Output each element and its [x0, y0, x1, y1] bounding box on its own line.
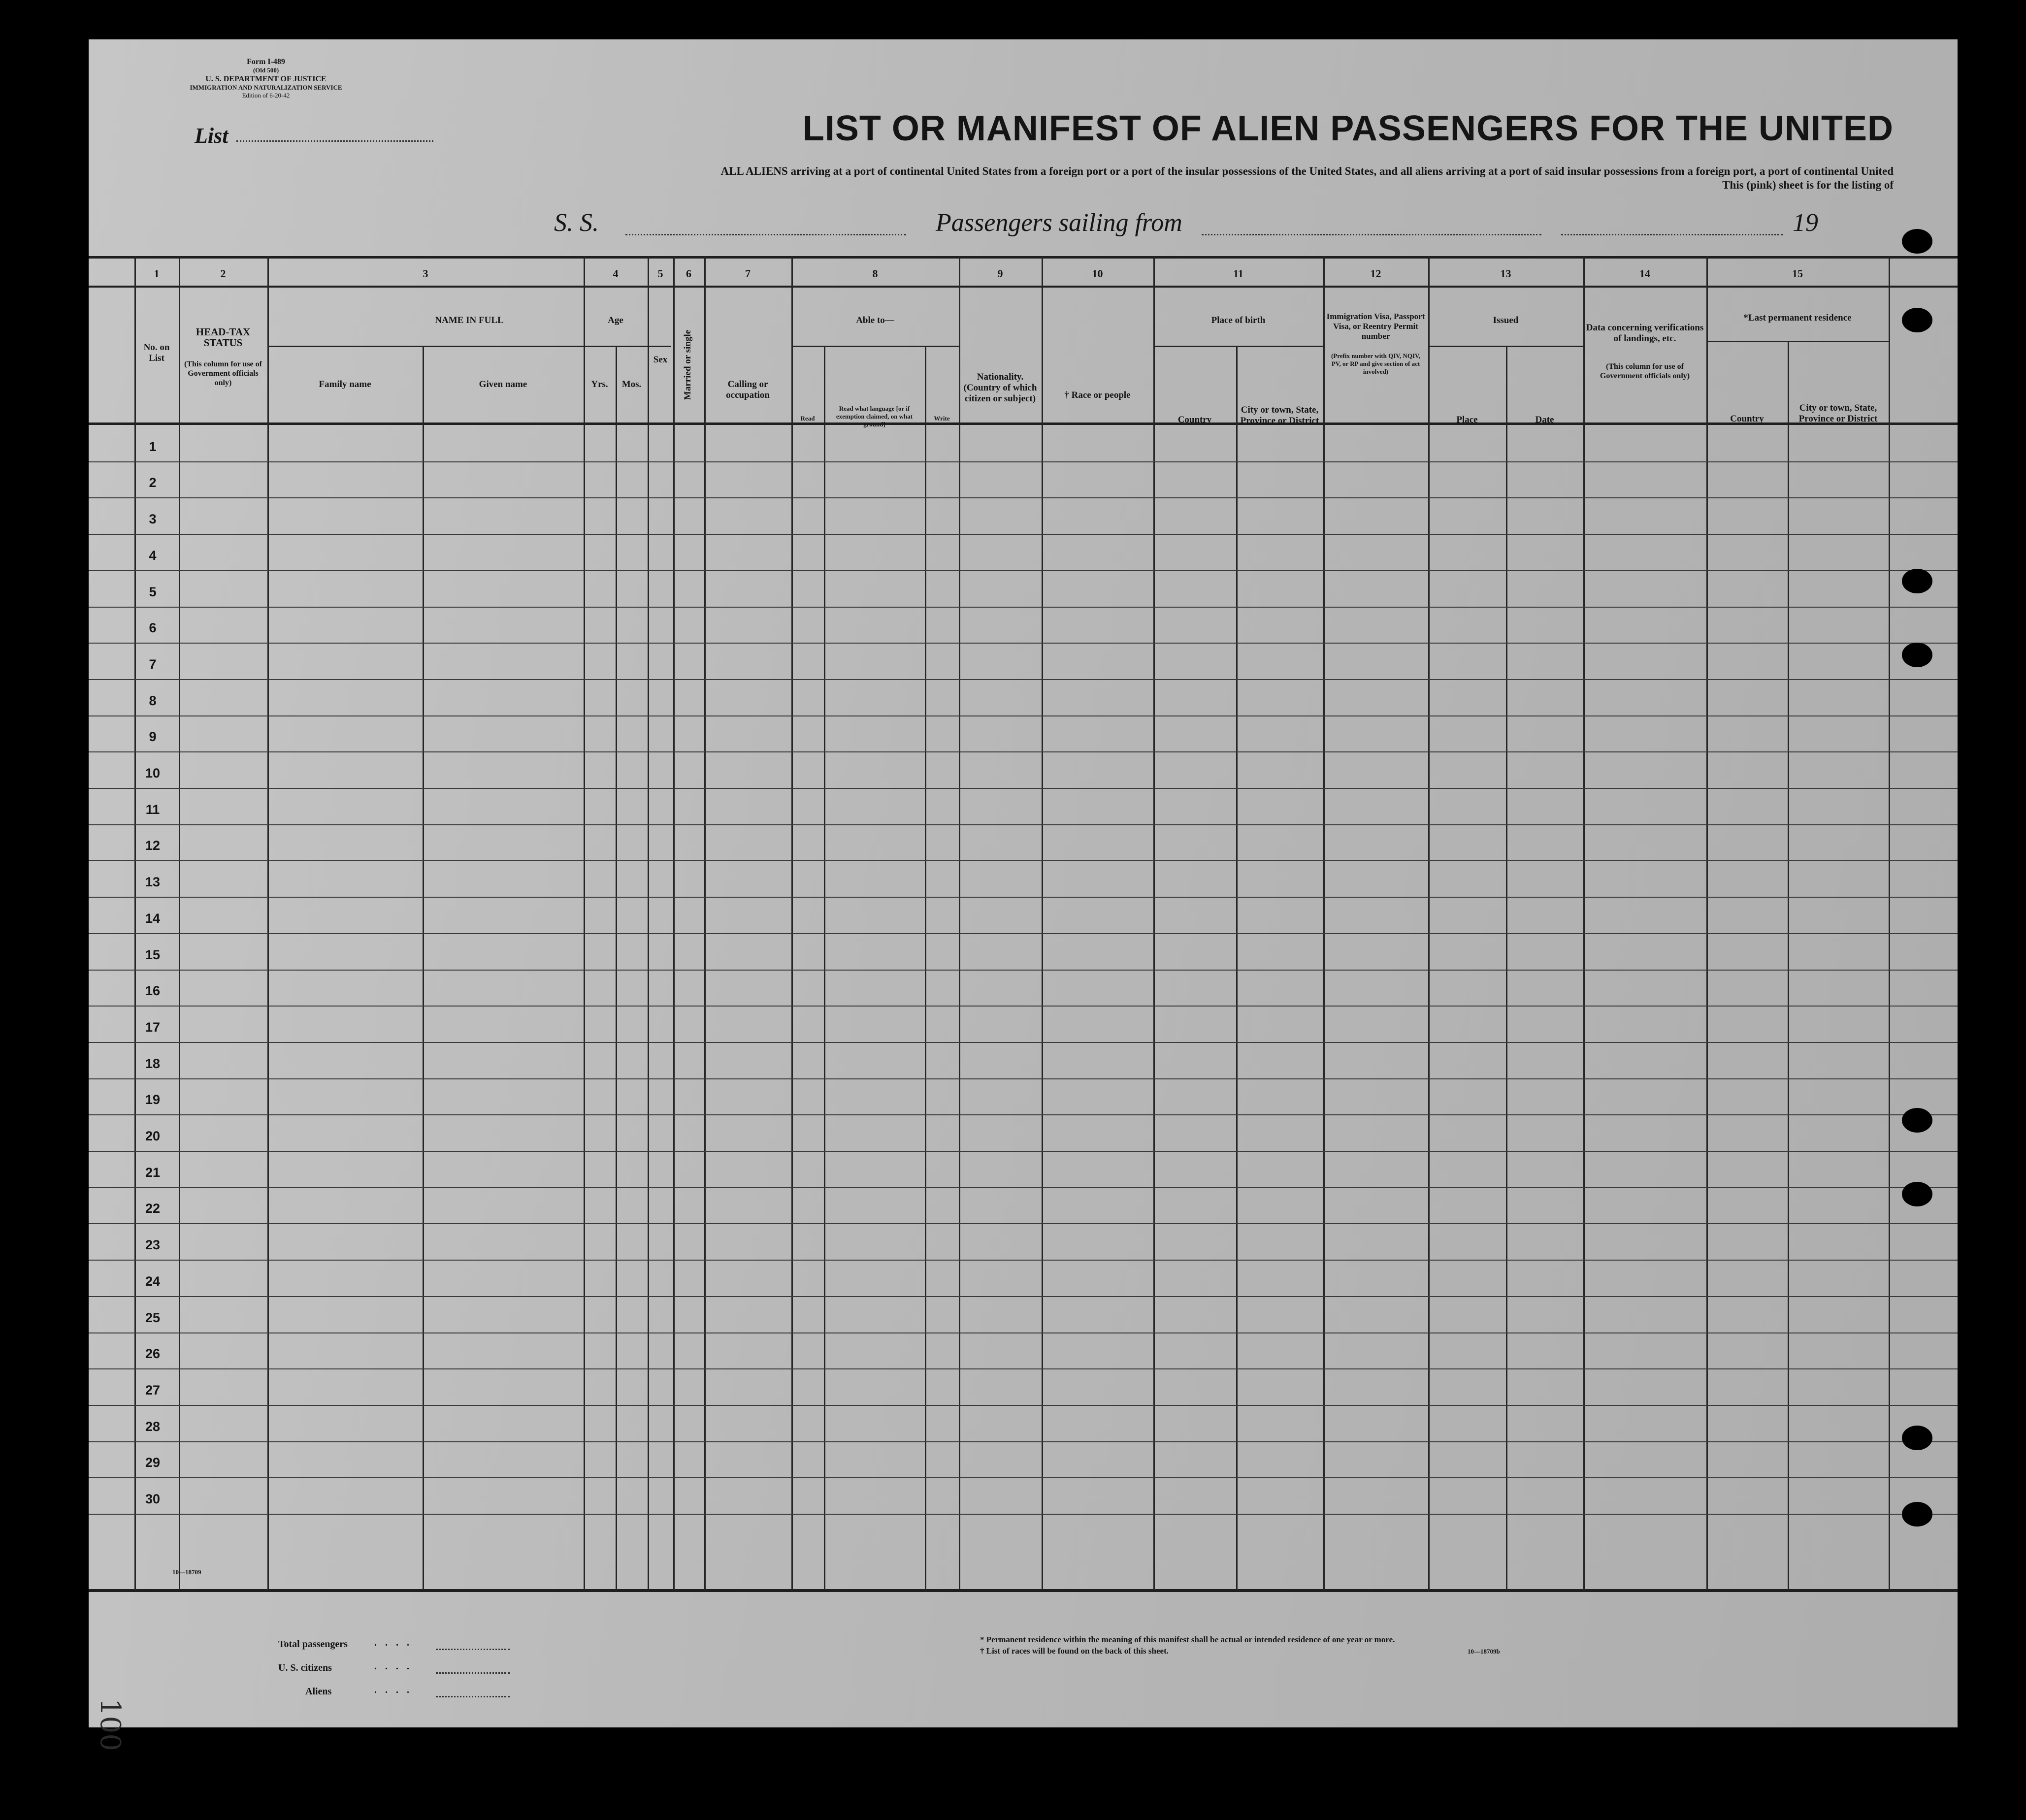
header-head-tax: HEAD-TAX STATUS: [196, 326, 251, 349]
row-number: 25: [145, 1310, 161, 1325]
row-rule: [89, 643, 1958, 644]
header-bottom-rule: [89, 422, 1958, 425]
header-last-residence: *Last permanent residence: [1743, 313, 1852, 323]
row-number: 2: [149, 475, 157, 490]
residence-subheader-rule: [1706, 341, 1889, 342]
colnum-2: 2: [220, 267, 226, 280]
header-visa-note: (Prefix number with QIV, NQIV, PV, or RP and give section of act involved): [1331, 352, 1421, 375]
year-prefix: 19: [1793, 209, 1818, 237]
col-line-19: [1583, 256, 1585, 1591]
row-rule: [89, 607, 1958, 608]
total-passengers-label: Total passengers: [278, 1639, 348, 1650]
birth-subheader-rule: [1153, 346, 1323, 347]
table-bottom-rule: [89, 1589, 1958, 1592]
row-number: 30: [145, 1492, 161, 1506]
header-birth-city: City or town, State, Province or District: [1240, 405, 1319, 426]
row-number: 4: [149, 548, 157, 563]
row-rule: [89, 1477, 1958, 1478]
punch-hole: [1902, 1502, 1932, 1527]
footnote-permanent-residence: * Permanent residence within the meaning of this manifest shall be actual or intended residence of one year or more.: [980, 1635, 1395, 1644]
header-given-name: Given name: [479, 379, 527, 390]
header-age-yrs: Yrs.: [591, 379, 608, 390]
col-line-15: [1236, 346, 1238, 1591]
col-line-12: [959, 256, 960, 1591]
colnum-9: 9: [997, 267, 1003, 280]
service-name: IMMIGRATION AND NATURALIZATION SERVICE: [190, 84, 342, 91]
row-number: 22: [145, 1201, 161, 1216]
row-rule: [89, 1223, 1958, 1224]
row-rule: [89, 788, 1958, 789]
col-line-17: [1428, 256, 1430, 1591]
col-line-9: [791, 256, 793, 1591]
col-line-7: [673, 256, 675, 1591]
row-number: 17: [145, 1020, 161, 1035]
aliens-leader: . . . .: [374, 1685, 412, 1695]
col-line-1: [179, 256, 180, 1591]
table-top-rule: [89, 256, 1958, 259]
row-number: 10: [145, 766, 161, 780]
row-rule: [89, 860, 1958, 861]
footnote-races: † List of races will be found on the back of this sheet.: [980, 1646, 1169, 1656]
header-age-mos: Mos.: [621, 379, 642, 390]
row-rule: [89, 534, 1958, 535]
col-line-11: [925, 346, 926, 1591]
colnum-6: 6: [686, 267, 691, 280]
page-title: LIST OR MANIFEST OF ALIEN PASSENGERS FOR THE UNITED: [802, 109, 1894, 148]
header-read: Read: [800, 415, 815, 422]
col-line-21: [1788, 341, 1789, 1591]
row-number: 6: [149, 620, 157, 635]
col-line-22: [1889, 256, 1890, 1591]
total-passengers-leader: . . . .: [374, 1637, 412, 1648]
row-number: 9: [149, 729, 157, 744]
header-calling: Calling or occupation: [726, 379, 770, 400]
row-rule: [89, 1042, 1958, 1043]
header-race: † Race or people: [1064, 390, 1131, 400]
colnum-15: 15: [1792, 267, 1803, 280]
col-line-6: [648, 256, 649, 1591]
row-rule: [89, 679, 1958, 680]
print-code: 10—18709: [172, 1568, 201, 1576]
col-line-2: [267, 256, 269, 1591]
header-residence-country: Country: [1730, 414, 1764, 424]
form-block: [167, 57, 364, 99]
header-residence-city: City or town, State, Province or District: [1798, 403, 1878, 424]
us-citizens-label: U. S. citizens: [278, 1662, 332, 1673]
manifest-sheet: [89, 39, 1958, 1751]
header-birth-country: Country: [1177, 415, 1212, 425]
header-age: Age: [608, 315, 623, 325]
ss-field[interactable]: [625, 234, 906, 235]
subtitle-line-1: ALL ALIENS arriving at a port of continental United States from a foreign port or a port of the insular possessions of the United States, and all aliens arriving at a port of said insular possessions from a foreign port, a port of continental United: [720, 165, 1894, 177]
header-no-on-list: No. on List: [143, 342, 170, 363]
row-rule: [89, 1260, 1958, 1261]
colnum-5: 5: [657, 267, 663, 280]
row-number: 21: [145, 1165, 161, 1180]
punch-hole: [1902, 229, 1932, 254]
aliens-label: Aliens: [305, 1686, 332, 1697]
sailing-date-field[interactable]: [1561, 234, 1783, 235]
col-line-10: [824, 346, 825, 1591]
col-line-8: [704, 256, 706, 1591]
row-rule: [89, 970, 1958, 971]
header-read-what: Read what language [or if exemption claimed, on what ground]: [836, 405, 913, 428]
punch-hole: [1902, 308, 1932, 332]
header-name-in-full: NAME IN FULL: [435, 315, 504, 325]
row-number: 24: [145, 1274, 161, 1289]
sailing-from-field[interactable]: [1202, 234, 1541, 235]
form-old-number: (Old 500): [253, 66, 279, 74]
us-citizens-field[interactable]: [436, 1672, 510, 1674]
header-nationality: Nationality. (Country of which citizen or subject): [963, 372, 1037, 404]
header-married-single: Married or single: [683, 329, 693, 400]
colnum-4: 4: [613, 267, 619, 280]
colnum-8: 8: [872, 267, 878, 280]
punch-hole: [1902, 643, 1932, 667]
colnum-10: 10: [1092, 267, 1103, 280]
row-rule: [89, 1368, 1958, 1369]
header-data-note: (This column for use of Government officials only): [1600, 362, 1690, 380]
colnum-13: 13: [1500, 267, 1511, 280]
row-rule: [89, 1514, 1958, 1515]
ss-label: S. S.: [554, 209, 599, 237]
row-rule: [89, 897, 1958, 898]
total-passengers-field[interactable]: [436, 1649, 510, 1650]
row-number: 11: [145, 802, 160, 817]
col-line-18: [1506, 346, 1507, 1591]
row-number: 15: [145, 947, 161, 962]
col-line-13: [1042, 256, 1043, 1591]
row-number: 29: [145, 1455, 161, 1470]
row-rule: [89, 824, 1958, 825]
row-number: 20: [145, 1129, 161, 1143]
row-rule: [89, 715, 1958, 716]
row-number: 19: [145, 1092, 161, 1107]
row-number: 16: [145, 983, 161, 998]
punch-hole: [1902, 1426, 1932, 1450]
us-citizens-leader: . . . .: [374, 1661, 412, 1672]
row-number: 3: [149, 512, 157, 526]
row-rule: [89, 461, 1958, 462]
colnum-12: 12: [1370, 267, 1381, 280]
row-number: 27: [145, 1383, 161, 1398]
column-number-rule: [89, 286, 1958, 288]
col-line-20: [1706, 256, 1708, 1591]
colnum-7: 7: [745, 267, 751, 280]
row-number: 13: [145, 875, 161, 889]
row-rule: [89, 497, 1958, 498]
list-label: List: [195, 124, 229, 148]
header-issued-place: Place: [1456, 415, 1478, 425]
header-visa: Immigration Visa, Passport Visa, or Reentry Permit number: [1326, 312, 1425, 341]
col-line-4: [584, 256, 585, 1591]
row-number: 14: [145, 911, 161, 926]
col-line-5: [616, 346, 617, 1591]
header-data-concerning: Data concerning verifications of landings, etc.: [1586, 323, 1704, 344]
department-name: U. S. DEPARTMENT OF JUSTICE: [205, 75, 327, 83]
form-number: Form I-489: [247, 58, 285, 66]
row-rule: [89, 751, 1958, 752]
row-rule: [89, 1332, 1958, 1333]
edition-date: Edition of 6-20-42: [242, 92, 290, 99]
header-family-name: Family name: [319, 379, 371, 390]
row-rule: [89, 933, 1958, 934]
colnum-11: 11: [1233, 267, 1243, 280]
header-able-to: Able to—: [856, 315, 894, 325]
row-number: 18: [145, 1056, 161, 1071]
list-field[interactable]: [236, 140, 433, 142]
row-number: 5: [149, 585, 157, 599]
row-rule: [89, 1187, 1958, 1188]
row-number: 12: [145, 838, 161, 853]
row-number: 23: [145, 1237, 161, 1252]
footnote-print-code: 10—18709b: [1468, 1648, 1500, 1655]
col-line-16: [1323, 256, 1325, 1591]
sailing-label: Passengers sailing from: [936, 209, 1182, 237]
able-subheader-rule: [791, 346, 959, 347]
punch-hole: [1902, 1182, 1932, 1206]
colnum-14: 14: [1639, 267, 1650, 280]
colnum-3: 3: [423, 267, 428, 280]
row-rule: [89, 1296, 1958, 1297]
row-rule: [89, 1405, 1958, 1406]
row-number: 1: [149, 439, 157, 454]
handwritten-page-number: 100: [94, 1698, 126, 1751]
row-rule: [89, 1441, 1958, 1442]
row-rule: [89, 570, 1958, 571]
header-write: Write: [934, 415, 950, 422]
row-number: 28: [145, 1419, 161, 1434]
header-head-tax-note: (This column for use of Government officials only): [184, 360, 262, 387]
punch-hole: [1902, 569, 1932, 593]
header-issued: Issued: [1493, 315, 1519, 325]
punch-hole: [1902, 1108, 1932, 1133]
row-rule: [89, 1151, 1958, 1152]
col-line-3: [423, 346, 424, 1591]
row-rule: [89, 1078, 1958, 1079]
colnum-1: 1: [154, 267, 160, 280]
subtitle-line-2: This (pink) sheet is for the listing of: [1722, 179, 1894, 191]
row-number: 8: [149, 693, 157, 708]
row-number: 26: [145, 1346, 161, 1361]
header-place-of-birth: Place of birth: [1211, 315, 1266, 325]
row-rule: [89, 1114, 1958, 1115]
col-line-14: [1153, 256, 1155, 1591]
row-rule: [89, 1006, 1958, 1007]
header-issued-date: Date: [1535, 415, 1554, 425]
row-number: 7: [149, 657, 157, 672]
header-sex: Sex: [653, 355, 668, 365]
aliens-field[interactable]: [436, 1696, 510, 1697]
